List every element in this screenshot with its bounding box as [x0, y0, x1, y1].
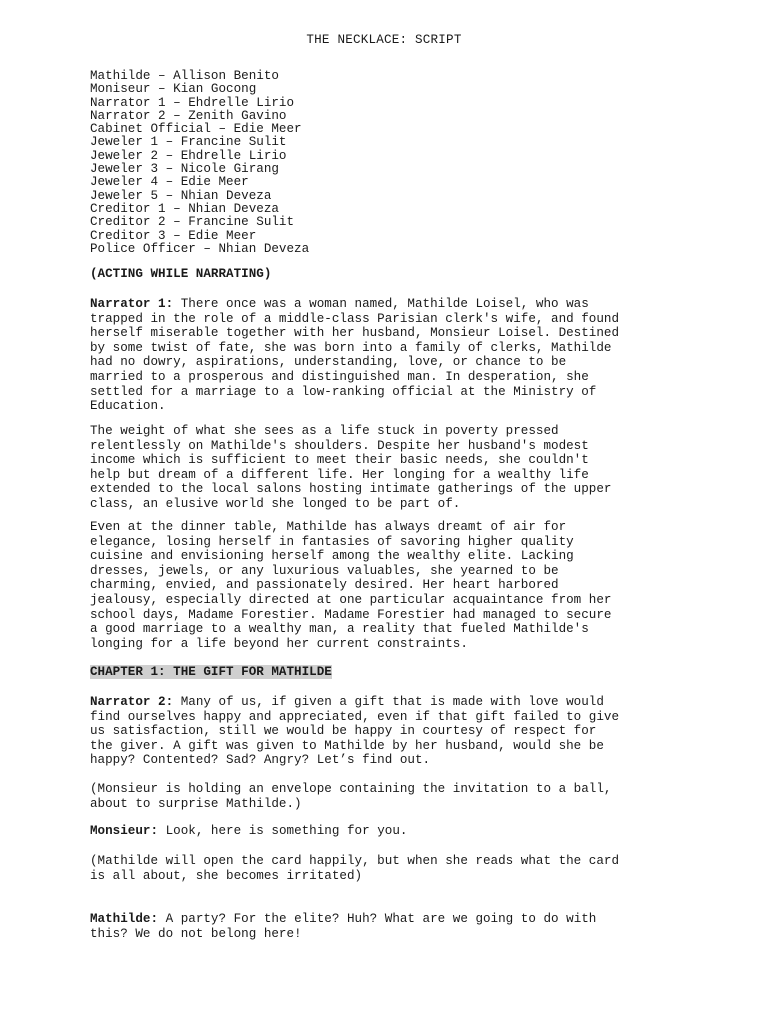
chapter-heading [90, 665, 680, 680]
cast-item: Creditor 1 – Nhian Deveza [90, 201, 279, 216]
speaker-label: Narrator 2: [90, 695, 174, 709]
cast-item: Cabinet Official – Edie Meer [90, 122, 302, 137]
chapter-title: CHAPTER 1: THE GIFT FOR MATHILDE [90, 665, 332, 679]
cast-item: Creditor 3 – Edie Meer [90, 228, 257, 243]
cast-item: Jeweler 3 – Nicole Girang [90, 162, 279, 177]
dialogue-text: Look, here is something for you. [158, 824, 408, 838]
cast-item: Narrator 1 – Ehdrelle Lirio [90, 95, 295, 110]
cast-item: Moniseur – Kian Gocong [90, 82, 257, 97]
paragraph-poverty: The weight of what she sees as a life stuck in poverty pressed relentlessly on Mathilde's shoulders. Despite her husband's modest income which is sufficient to meet their basic needs, she couldn't help but dream of a different life. Her longing for a wealthy life extended to the local salons hosting intimate gatherings of the upper class, an elusive world she longed to be part of. [90, 424, 612, 511]
cast-item: Jeweler 5 – Nhian Deveza [90, 188, 272, 203]
acting-note: (ACTING WHILE NARRATING) [90, 267, 272, 281]
cast-item: Jeweler 2 – Ehdrelle Lirio [90, 148, 287, 163]
cast-list [90, 70, 309, 256]
stage-direction: (Monsieur is holding an envelope containing the invitation to a ball, about to surprise Mathilde.) [90, 782, 612, 811]
narrator1-paragraph [90, 297, 680, 414]
cast-item: Jeweler 1 – Francine Sulit [90, 135, 287, 150]
cast-item: Narrator 2 – Zenith Gavino [90, 108, 287, 123]
page-title: THE NECKLACE: SCRIPT [306, 33, 462, 47]
paragraph-dinner: Even at the dinner table, Mathilde has always dreamt of air for elegance, losing herself in fantasies of savoring higher quality cuisine and envisioning herself among the wealthy elite. Lacking dresses, jewels, or any luxurious valuables, she yearned to be charming, envied, and passionately desired. Her heart harbored jealousy, especially directed at one particular acquaintance from her school days, Madame Forestier. Madame Forestier had managed to secure a good marriage to a wealthy man, a reality that fueled Mathilde's longing for a life beyond her current constraints. [90, 520, 612, 651]
cast-item: Jeweler 4 – Edie Meer [90, 175, 249, 190]
monsieur-line [90, 824, 680, 839]
cast-item: Creditor 2 – Francine Sulit [90, 215, 295, 230]
speaker-label: Mathilde: [90, 912, 159, 926]
speaker-label: Monsieur: [90, 824, 159, 838]
cast-item: Police Officer – Nhian Deveza [90, 241, 310, 256]
stage-direction: (Mathilde will open the card happily, but when she reads what the card is all about, she becomes irritated) [90, 854, 620, 883]
dialogue-text: There once was a woman named, Mathilde Loisel, who was trapped in the role of a middle-class Parisian clerk's wife, and found herself miserable together with her husband, Monsieur Loisel. Destined by some twist of fate, she was born into a family of clerks, Mathilde had no dowry, aspirations, understanding, love, or chance to be married to a prosperous and distinguished man. In desperation, she settled for a marriage to a low-ranking official at the Ministry of Education. [90, 297, 620, 414]
cast-item: Mathilde – Allison Benito [90, 69, 279, 83]
narrator2-paragraph [90, 695, 680, 768]
dialogue-text: Many of us, if given a gift that is made with love would find ourselves happy and appreciated, even if that gift failed to give us satisfaction, still we would be happy in courtesy of respect for the giver. A gift was given to Mathilde by her husband, would she be happy? Contented? Sad? Angry? Let’s find out. [90, 695, 620, 768]
mathilde-line [90, 912, 680, 941]
dialogue-text: A party? For the elite? Huh? What are we going to do with this? We do not belong here! [90, 912, 597, 941]
speaker-label: Narrator 1: [90, 297, 174, 311]
